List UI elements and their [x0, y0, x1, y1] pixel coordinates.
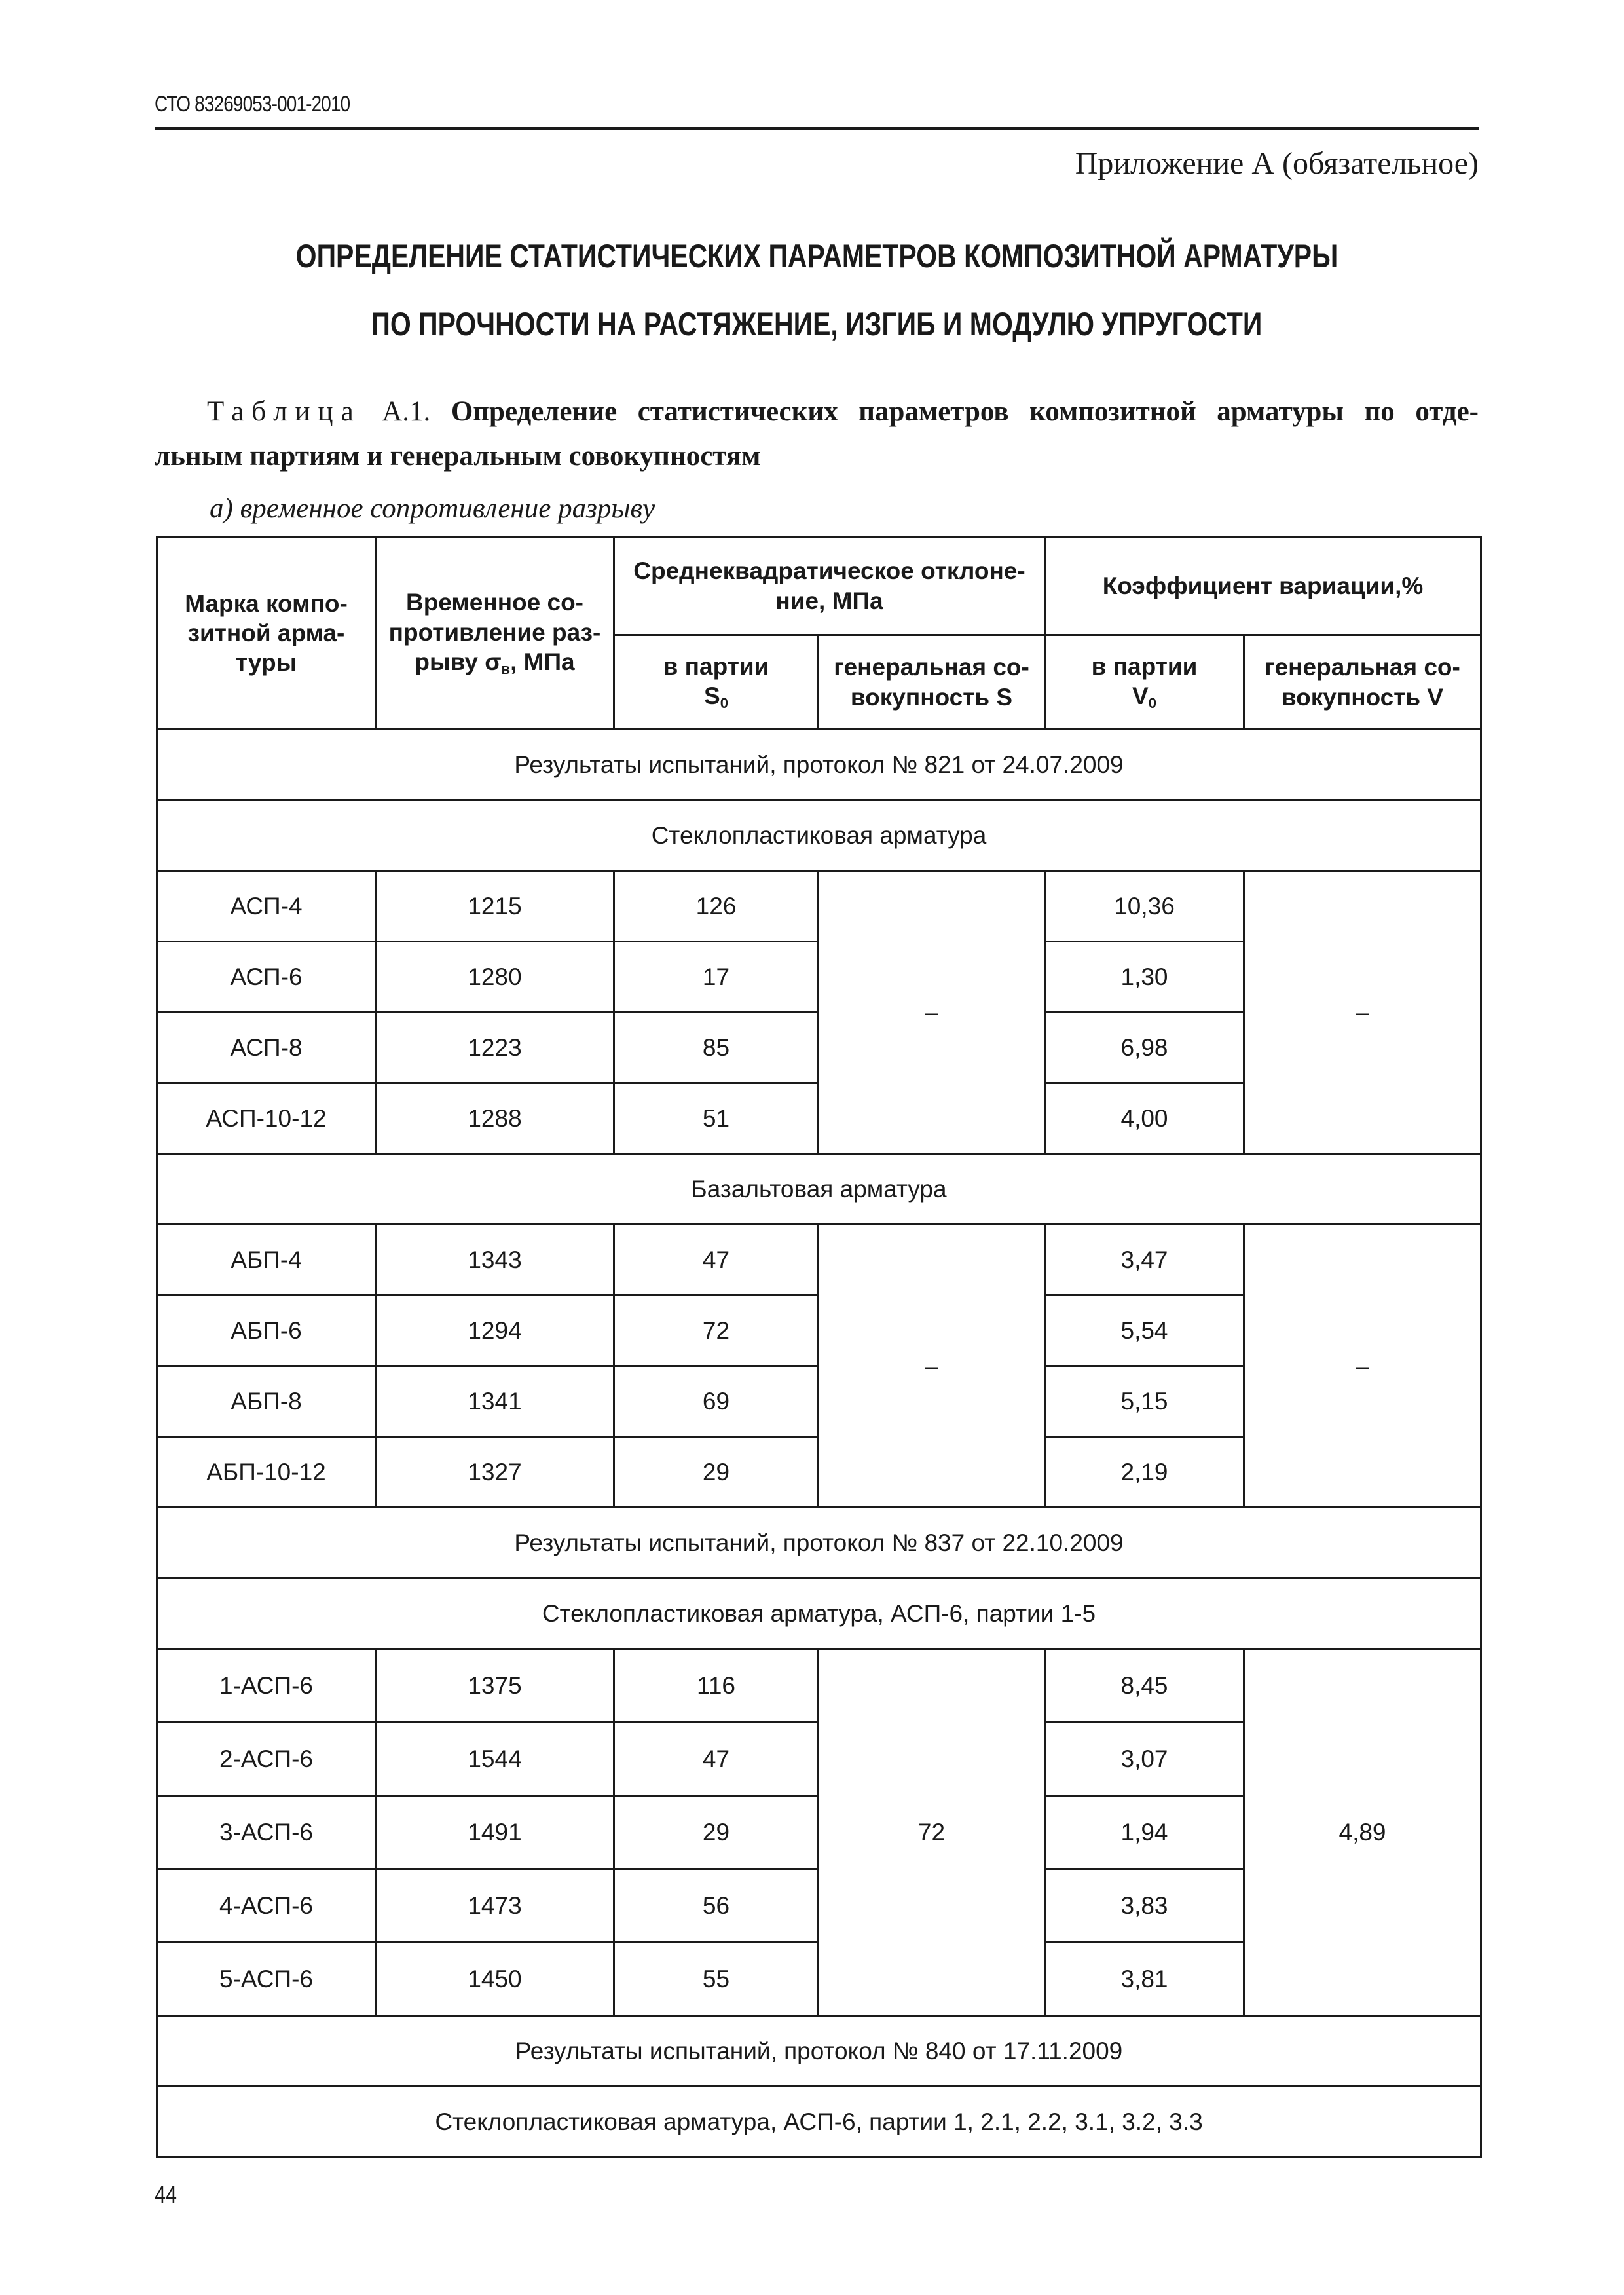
cell-strength: 1215 — [376, 871, 614, 942]
cell-v0: 10,36 — [1045, 871, 1244, 942]
subheader-general-v: генеральная со-вокупность V — [1244, 635, 1481, 730]
cell-v0: 3,47 — [1045, 1225, 1244, 1296]
cell-s0: 126 — [614, 871, 819, 942]
group-row: Базальтовая арматура — [157, 1154, 1481, 1225]
group-row: Стеклопластиковая арматура — [157, 800, 1481, 871]
cell-brand: 5-АСП-6 — [157, 1943, 376, 2016]
cell-v0: 3,81 — [1045, 1943, 1244, 2016]
caption-text-1: Определение статистических параметров композитной арматуры по отде- — [451, 396, 1479, 427]
col-header-brand: Марка компо-зитной арма-туры — [157, 537, 376, 730]
cell-s0: 56 — [614, 1869, 819, 1943]
cell-strength: 1491 — [376, 1796, 614, 1869]
table-row — [157, 871, 1481, 942]
cell-strength: 1473 — [376, 1869, 614, 1943]
cell-brand: АСП-4 — [157, 871, 376, 942]
cell-strength: 1294 — [376, 1296, 614, 1366]
cell-s0: 17 — [614, 942, 819, 1013]
cell-brand: 3-АСП-6 — [157, 1796, 376, 1869]
cell-brand: АБП-4 — [157, 1225, 376, 1296]
cell-v0: 4,00 — [1045, 1083, 1244, 1154]
cell-general-v: – — [1244, 871, 1481, 1154]
cell-v0: 1,94 — [1045, 1796, 1244, 1869]
group-row: Стеклопластиковая арматура, АСП-6, партии 1-5 — [157, 1578, 1481, 1649]
cell-brand: 1-АСП-6 — [157, 1649, 376, 1723]
cell-strength: 1223 — [376, 1013, 614, 1083]
cell-strength: 1450 — [376, 1943, 614, 2016]
cell-general-s: 72 — [819, 1649, 1045, 2016]
col-header-variation: Коэффициент вариации,% — [1045, 537, 1481, 635]
cell-strength: 1288 — [376, 1083, 614, 1154]
col-header-strength: Временное со-противление раз-рыву $\sigma_в$, МПа — [376, 537, 614, 730]
cell-brand: АБП-6 — [157, 1296, 376, 1366]
cell-s0: 47 — [614, 1723, 819, 1796]
table-caption — [155, 390, 1479, 434]
cell-s0: 29 — [614, 1796, 819, 1869]
cell-s0: 29 — [614, 1437, 819, 1508]
subheader-batch-s: в партии $S_0$ — [614, 635, 819, 730]
table-row — [157, 1649, 1481, 1723]
cell-v0: 2,19 — [1045, 1437, 1244, 1508]
caption-number: А.1. — [382, 396, 431, 427]
group-row: Стеклопластиковая арматура, АСП-6, партии 1, 2.1, 2.2, 3.1, 3.2, 3.3 — [157, 2087, 1481, 2157]
cell-brand: 4-АСП-6 — [157, 1869, 376, 1943]
cell-general-s: – — [819, 1225, 1045, 1508]
cell-brand: АСП-8 — [157, 1013, 376, 1083]
subheader-general-s: генеральная со-вокупность S — [819, 635, 1045, 730]
cell-strength: 1343 — [376, 1225, 614, 1296]
cell-strength: 1544 — [376, 1723, 614, 1796]
caption-label: Таблица — [207, 396, 361, 427]
table-row — [157, 1225, 1481, 1296]
cell-v0: 6,98 — [1045, 1013, 1244, 1083]
cell-brand: АСП-10-12 — [157, 1083, 376, 1154]
protocol-row: Результаты испытаний, протокол № 840 от 17.11.2009 — [157, 2016, 1481, 2087]
page-title-line-2: ПО ПРОЧНОСТИ НА РАСТЯЖЕНИЕ, ИЗГИБ И МОДУЛЮ УПРУГОСТИ — [371, 306, 1263, 343]
header-rule — [155, 127, 1479, 130]
cell-s0: 55 — [614, 1943, 819, 2016]
document-code: СТО 83269053-001-2010 — [155, 92, 350, 117]
caption-text-2: льным партиям и генеральным совокупностям — [155, 441, 761, 472]
protocol-row: Результаты испытаний, протокол № 821 от 24.07.2009 — [157, 730, 1481, 800]
cell-v0: 5,15 — [1045, 1366, 1244, 1437]
cell-s0: 51 — [614, 1083, 819, 1154]
subheader-batch-v: в партии $V_0$ — [1045, 635, 1244, 730]
cell-general-v: 4,89 — [1244, 1649, 1481, 2016]
cell-v0: 8,45 — [1045, 1649, 1244, 1723]
col-header-stddev: Среднеквадратическое отклоне-ние, МПа — [614, 537, 1045, 635]
cell-strength: 1341 — [376, 1366, 614, 1437]
table-caption-cont — [155, 435, 1479, 478]
protocol-row: Результаты испытаний, протокол № 837 от 22.10.2009 — [157, 1508, 1481, 1578]
cell-v0: 5,54 — [1045, 1296, 1244, 1366]
cell-s0: 72 — [614, 1296, 819, 1366]
cell-brand: АБП-10-12 — [157, 1437, 376, 1508]
cell-s0: 116 — [614, 1649, 819, 1723]
cell-strength: 1327 — [376, 1437, 614, 1508]
statistics-table — [156, 536, 1482, 2158]
cell-strength: 1280 — [376, 942, 614, 1013]
cell-s0: 69 — [614, 1366, 819, 1437]
cell-strength: 1375 — [376, 1649, 614, 1723]
page-title-line-1: ОПРЕДЕЛЕНИЕ СТАТИСТИЧЕСКИХ ПАРАМЕТРОВ КОМПОЗИТНОЙ АРМАТУРЫ — [295, 238, 1338, 274]
cell-v0: 3,07 — [1045, 1723, 1244, 1796]
appendix-label: Приложение А (обязательное) — [1075, 146, 1479, 181]
cell-general-v: – — [1244, 1225, 1481, 1508]
cell-v0: 1,30 — [1045, 942, 1244, 1013]
cell-brand: АБП-8 — [157, 1366, 376, 1437]
cell-general-s: – — [819, 871, 1045, 1154]
cell-s0: 47 — [614, 1225, 819, 1296]
table-subcaption: а) временное сопротивление разрыву — [210, 493, 655, 524]
cell-s0: 85 — [614, 1013, 819, 1083]
cell-brand: АСП-6 — [157, 942, 376, 1013]
page-number: 44 — [155, 2181, 177, 2208]
cell-v0: 3,83 — [1045, 1869, 1244, 1943]
cell-brand: 2-АСП-6 — [157, 1723, 376, 1796]
